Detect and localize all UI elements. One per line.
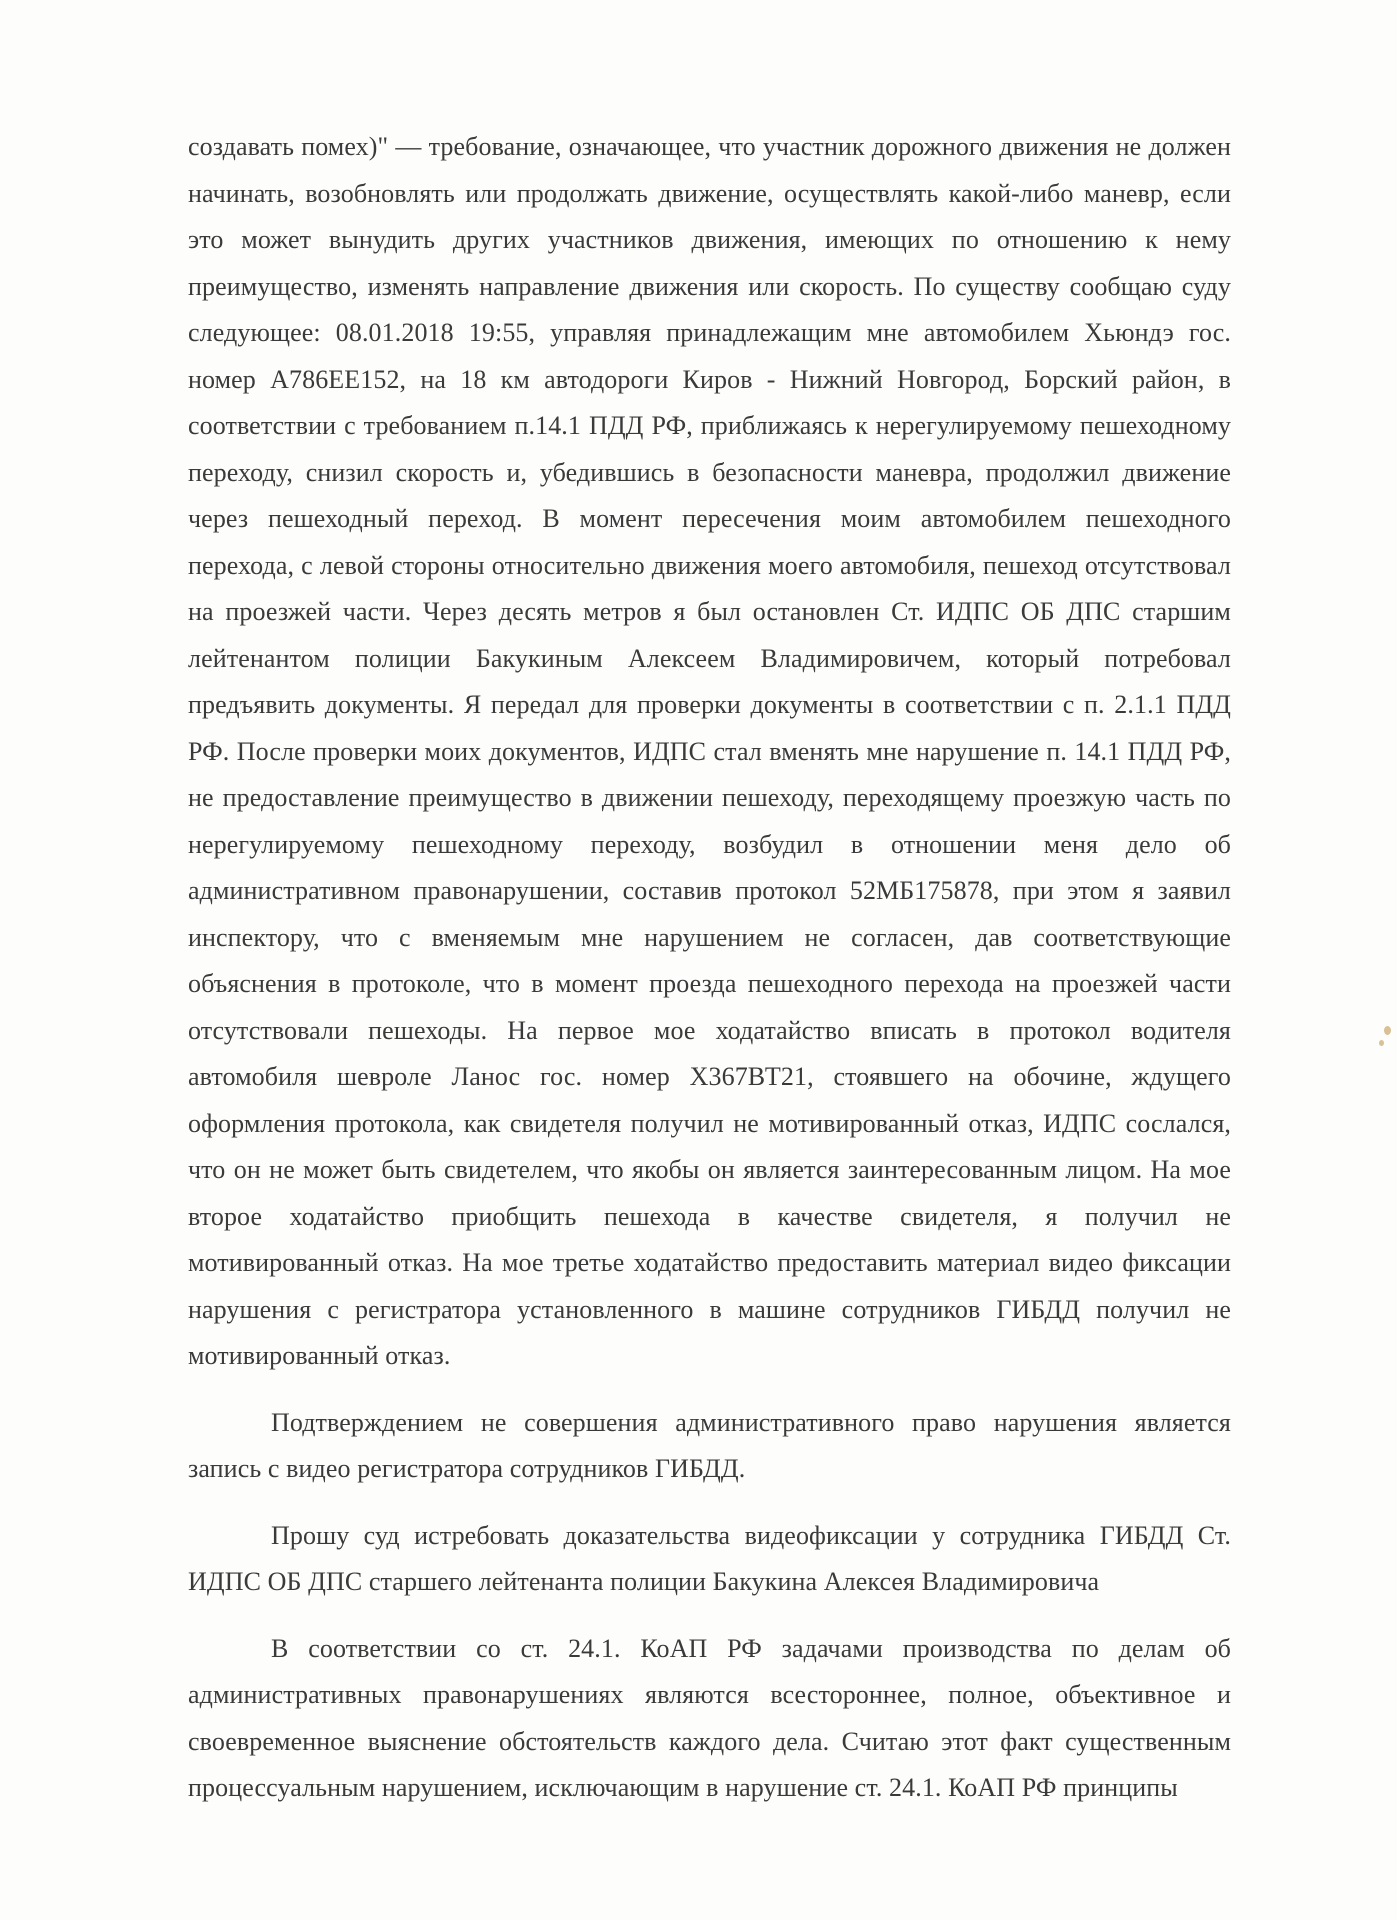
paragraph-koap-reference: В соответствии со ст. 24.1. КоАП РФ задачами производства по делам об административных правонарушениях являются всестороннее, полное, объективное и своевременное выяснение обстоятельств каждого дела. Считаю этот факт существенным процессуальным нарушением, исключающим в нарушение ст. 24.1. КоАП РФ принципы (188, 1633, 1231, 1802)
document-body (188, 124, 1231, 1812)
paper-speck (1379, 1040, 1384, 1046)
paragraph-continuation: создавать помех)" — требование, означающее, что участник дорожного движения не должен начинать, возобновлять или продолжать движение, осуществлять какой-либо маневр, если это может вынудить других участников движения, имеющих по отношению к нему преимущество, изменять направление движения или скорость. По существу сообщаю суду следующее: 08.01.2018 19:55, управляя принадлежащим мне автомобилем Хьюндэ гос. номер А786ЕЕ152, на 18 км автодороги Киров - Нижний Новгород, Борский район, в соответствии с требованием п.14.1 ПДД РФ, приближаясь к нерегулируемому пешеходному переходу, снизил скорость и, убедившись в безопасности маневра, продолжил движение через пешеходный переход. В момент пересечения моим автомобилем пешеходного перехода, с левой стороны относительно движения моего автомобиля, пешеход отсутствовал на проезжей части. Через десять метров я был остановлен Ст. ИДПС ОБ ДПС старшим лейтенантом полиции Бакукиным Алексеем Владимировичем, который потребовал предъявить документы. Я передал для проверки документы в соответствии с п. 2.1.1 ПДД РФ. После проверки моих документов, ИДПС стал вменять мне нарушение п. 14.1 ПДД РФ, не предоставление преимущество в движении пешеходу, переходящему проезжую часть по нерегулируемому пешеходному переходу, возбудил в отношении меня дело об административном правонарушении, составив протокол 52МБ175878, при этом я заявил инспектору, что с вменяемым мне нарушением не согласен, дав соответствующие объяснения в протоколе, что в момент проезда пешеходного перехода на проезжей части отсутствовали пешеходы. На первое мое ходатайство вписать в протокол водителя автомобиля шевроле Ланос гос. номер Х367ВТ21, стоявшего на обочине, ждущего оформления протокола, как свидетеля получил не мотивированный отказ, ИДПС сослался, что он не может быть свидетелем, что якобы он является заинтересованным лицом. На мое второе ходатайство приобщить пешехода в качестве свидетеля, я получил не мотивированный отказ. На мое третье ходатайство предоставить материал видео фиксации нарушения с регистратора установленного в машине сотрудников ГИБДД получил не мотивированный отказ. (188, 132, 1231, 1370)
paper-speck (1384, 1026, 1391, 1035)
paragraph-confirmation: Подтверждением не совершения административного право нарушения является запись с видео регистратора сотрудников ГИБДД. (188, 1407, 1231, 1483)
paragraph-request: Прошу суд истребовать доказательства видеофиксации у сотрудника ГИБДД Ст. ИДПС ОБ ДПС старшего лейтенанта полиции Бакукина Алексея Владимировича (188, 1520, 1231, 1596)
